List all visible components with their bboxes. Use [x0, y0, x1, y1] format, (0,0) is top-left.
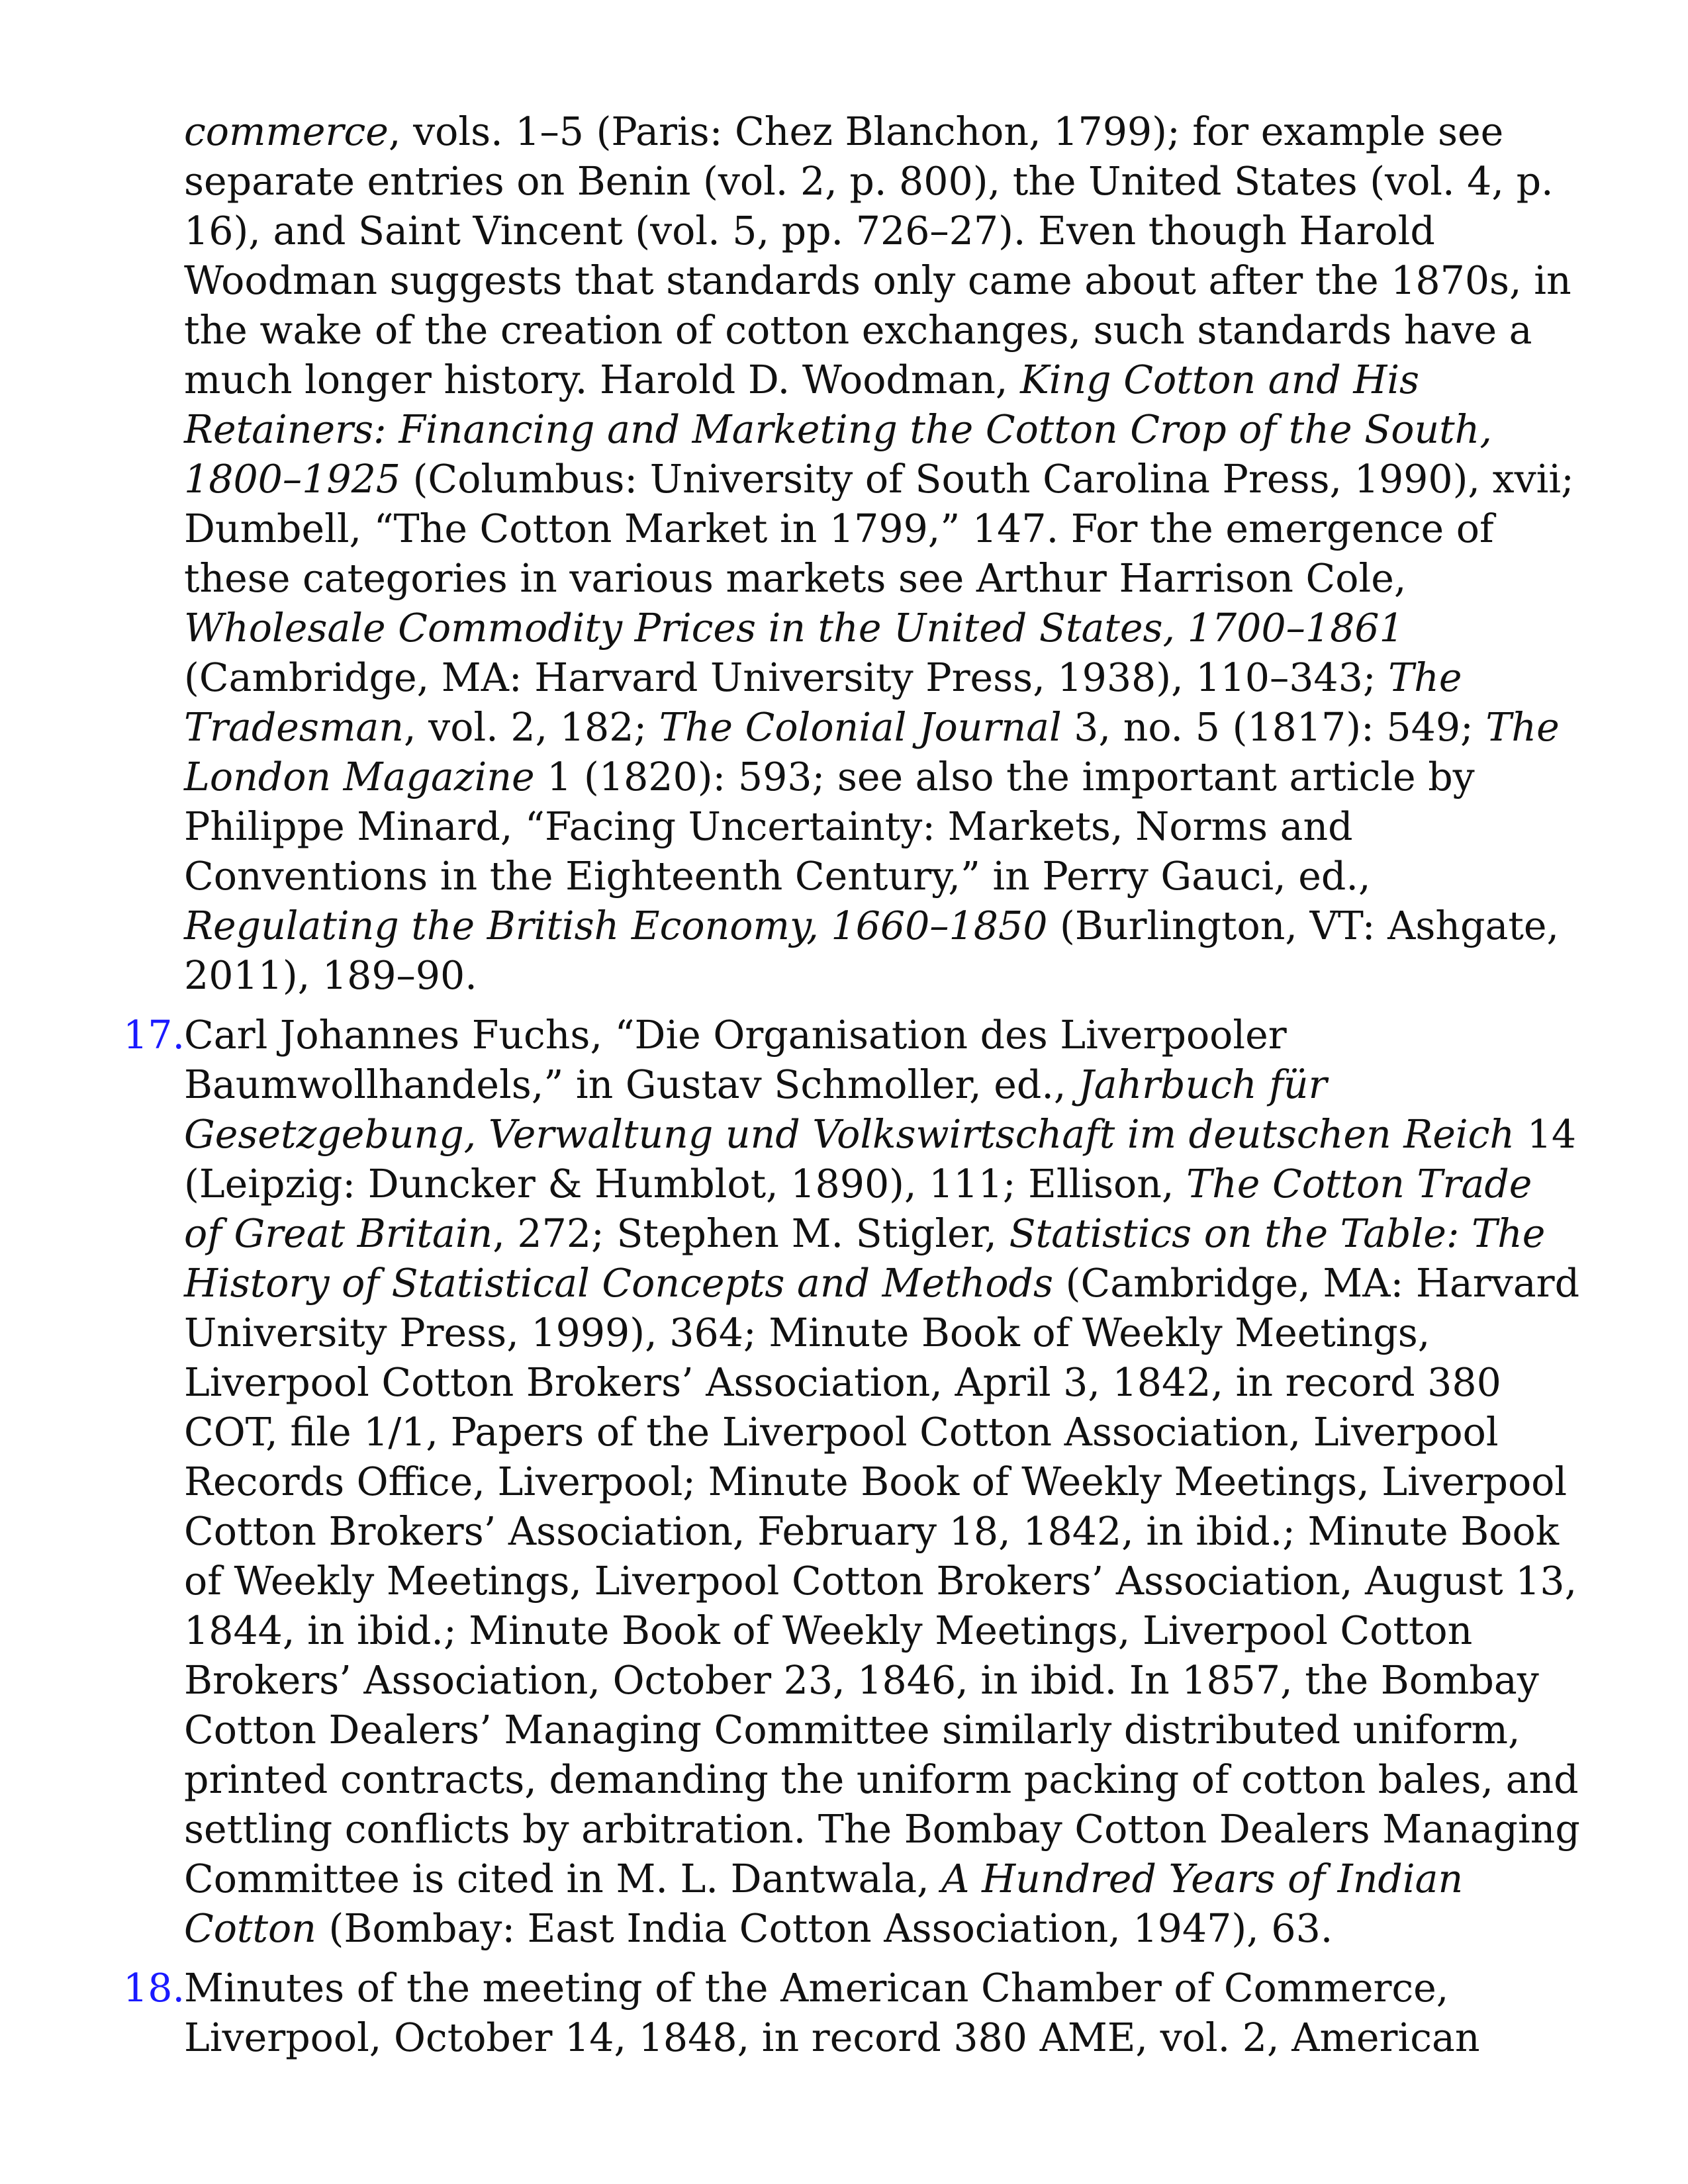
- endnote-italic-title: The Cotton Trade of Great Britain: [184, 1161, 1532, 1256]
- endnote-number-link[interactable]: 18.: [123, 1966, 185, 2011]
- endnote-text: 3, no. 5 (1817): 549;: [1061, 705, 1486, 750]
- endnote-italic-title: Wholesale Commodity Prices in the United States, 1700–1861: [184, 606, 1404, 651]
- endnote: [123, 1011, 1581, 1954]
- endnote-text: (Cambridge, MA: Harvard University Press, 1938), 110–343;: [184, 655, 1389, 700]
- endnote: [123, 1964, 1581, 2063]
- endnote-italic-title: King Cotton and His Retainers: Financing and Marketing the Cotton Crop of the South, 1800–1925: [184, 357, 1492, 502]
- endnote-text: Minutes of the meeting of the American Chamber of Commerce, Liverpool, October 14, 1848, in record 380 AME, vol. 2, American: [184, 1966, 1480, 2060]
- endnote-text: (Cambridge, MA: Harvard University Press, 1999), 364; Minute Book of Weekly Meetings, Liverpool Cotton Brokers’ Association, April 3, 1842, in record 380 COT, file 1/1, Papers of the Liverpool Cotton Association, Liverpool Records Office, Liverpool; Minute Book of Weekly Meetings, Liverpool Cotton Brokers’ Association, February 18, 1842, in ibid.; Minute Book of Weekly Meetings, Liverpool Cotton Brokers’ Association, August 13, 1844, in ibid.; Minute Book of Weekly Meetings, Liverpool Cotton Brokers’ Association, October 23, 1846, in ibid. In 1857, the Bombay Cotton Dealers’ Managing Committee similarly distributed uniform, printed contracts, demanding the uniform packing of cotton bales, and settling conflicts by arbitration. The Bombay Cotton Dealers Managing Committee is cited in M. L. Dantwala,: [184, 1261, 1580, 1901]
- endnote-italic-title: The London Magazine: [184, 705, 1560, 799]
- endnote-text: Carl Johannes Fuchs, “Die Organisation des Liverpooler Baumwollhandels,” in Gustav Schmoller, ed.,: [184, 1013, 1287, 1107]
- endnote: [184, 107, 1581, 1001]
- endnote-italic-title: The Colonial Journal: [659, 705, 1062, 750]
- endnote-text: 14 (Leipzig: Duncker & Humblot, 1890), 111; Ellison,: [184, 1112, 1577, 1206]
- endnote-italic-title: The Tradesman: [184, 655, 1462, 750]
- endnote-italic-title: commerce: [184, 109, 389, 154]
- endnote-text: , vols. 1–5 (Paris: Chez Blanchon, 1799); for example see separate entries on Benin (vol. 2, p. 800), the United States (vol. 4, p. 16), and Saint Vincent (vol. 5, pp. 726–27). Even though Harold Woodman suggests that standards only came about after the 1870s, in the wake of the creation of cotton exchanges, such standards have a much longer history. Harold D. Woodman,: [184, 109, 1571, 402]
- endnote-italic-title: Statistics on the Table: The History of Statistical Concepts and Methods: [184, 1211, 1546, 1306]
- endnote-text: , 272; Stephen M. Stigler,: [492, 1211, 1009, 1256]
- endnote-italic-title: Jahrbuch für Gesetzgebung, Verwaltung und Volkswirtschaft im deutschen Reich: [184, 1062, 1515, 1157]
- endnote-number-link[interactable]: 17.: [123, 1013, 185, 1058]
- endnote-text: (Bombay: East India Cotton Association, 1947), 63.: [316, 1906, 1333, 1951]
- endnote-text: 1 (1820): 593; see also the important article by Philippe Minard, “Facing Uncertainty: Markets, Norms and Conventions in the Eighteenth Century,” in Perry Gauci, ed.,: [184, 754, 1475, 899]
- endnote-italic-title: Regulating the British Economy, 1660–1850: [184, 903, 1048, 948]
- endnote-text: , vol. 2, 182;: [403, 705, 659, 750]
- notes-list: [123, 107, 1581, 2063]
- endnote-italic-title: A Hundred Years of Indian Cotton: [184, 1856, 1464, 1951]
- endnote-text: (Burlington, VT: Ashgate, 2011), 189–90.: [184, 903, 1560, 998]
- endnote-text: (Columbus: University of South Carolina Press, 1990), xvii; Dumbell, “The Cotton Market in 1799,” 147. For the emergence of these categories in various markets see Arthur Harrison Cole,: [184, 457, 1574, 601]
